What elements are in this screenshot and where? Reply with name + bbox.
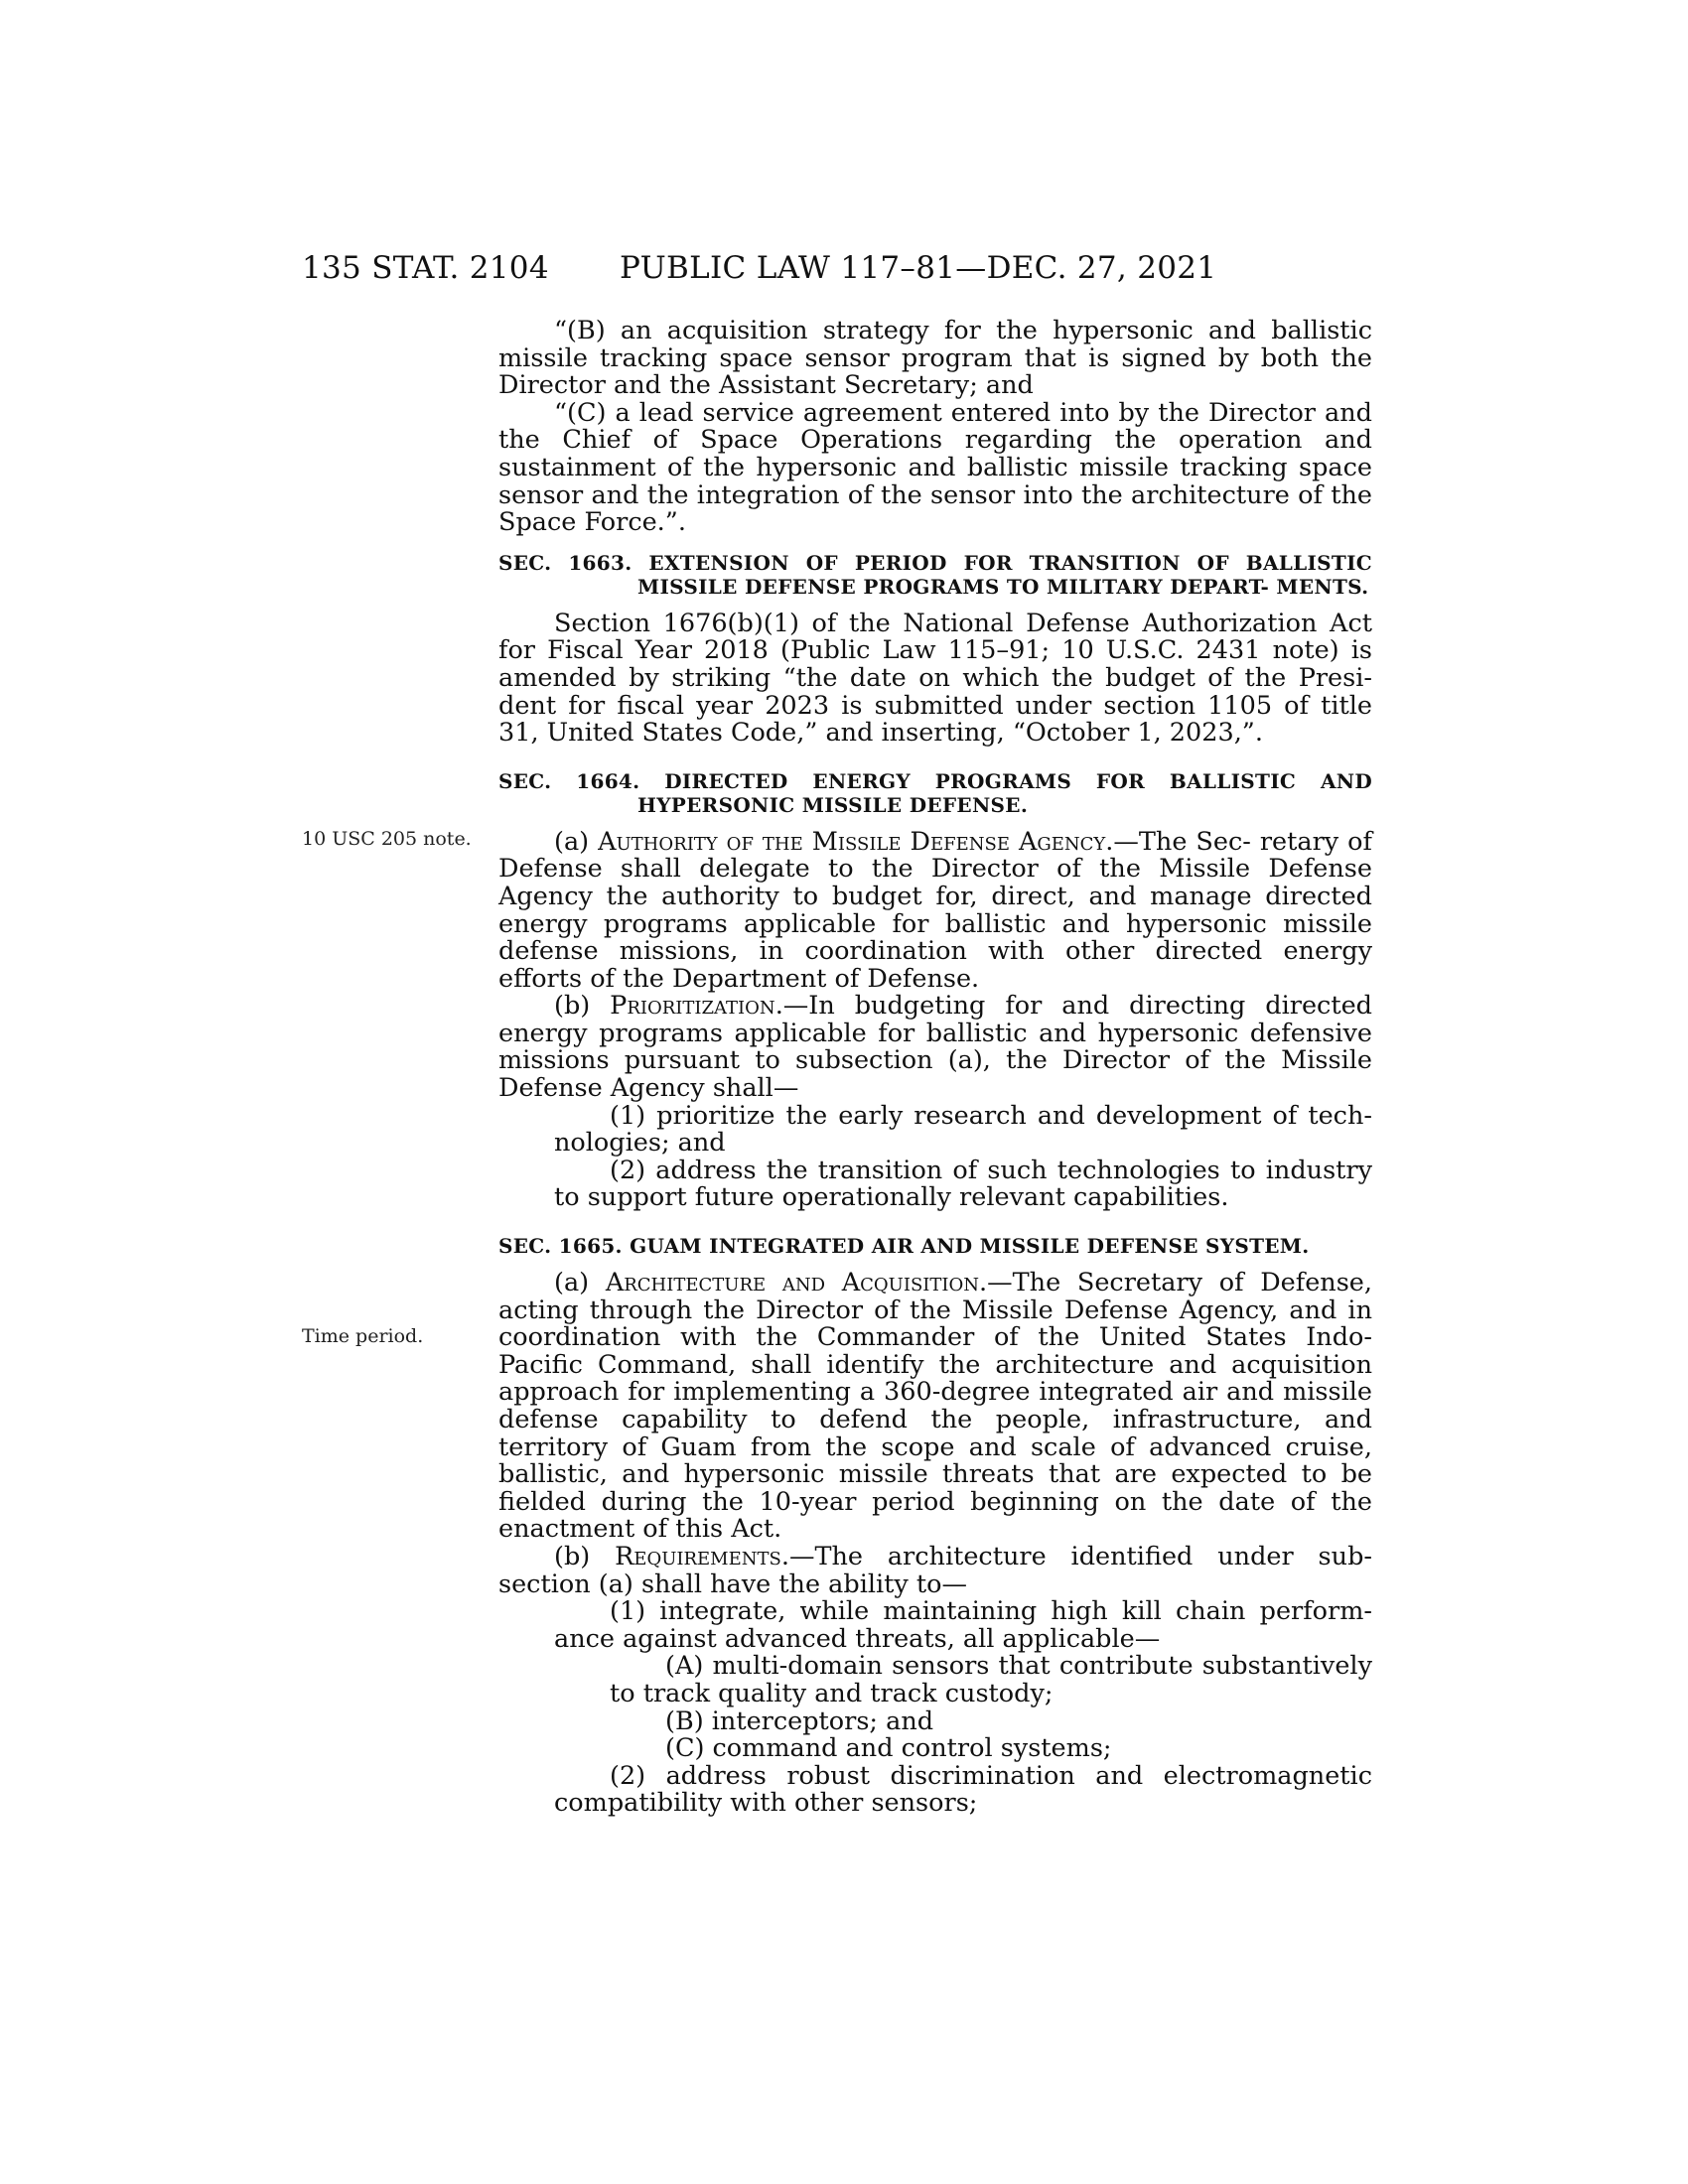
section-1663-heading: SEC. 1663. EXTENSION OF PERIOD FOR TRANSITION OF BALLISTIC MISSILE DEFENSE PROGRAMS TO MILITARY DEPART- MENTS. [498, 550, 1372, 599]
subsection-caption: Prioritization [610, 991, 775, 1022]
subsection-label: (b) [554, 1541, 616, 1571]
subsection-text: .—The architecture identified under sub- section (a) shall have the ability to— [498, 1541, 1373, 1599]
section-1665-subparagraph-1a: (A) multi-domain sensors that contribute substantively to track quality and track custody; [610, 1651, 1372, 1708]
subsection-text: .—In budgeting for and directing directed energy programs applicable for ballistic and hypersonic defensive missions pursuant to subsection (a), the Director of the Missile Defense Agency shall— [498, 991, 1372, 1104]
section-1664-subsection-b [498, 993, 1372, 1102]
public-law-title: PUBLIC LAW 117–81—DEC. 27, 2021 [620, 250, 1217, 286]
section-1664-paragraph-1: (1) prioritize the early research and development of tech- nologies; and [554, 1100, 1372, 1159]
margin-note-sec1665: Time period. [302, 1325, 424, 1347]
section-1665-subparagraph-1c: (C) command and control systems; [665, 1733, 1112, 1764]
section-1665-paragraph-2: (2) address robust discrimination and electromagnetic compatibility with other sensors; [554, 1760, 1372, 1819]
section-1665-subsection-a [498, 1270, 1372, 1544]
subsection-text: .—The Secretary of Defense, acting through the Director of the Missile Defense Agency, and in coordination with the Commander of the United States Indo- Pacific Command, shall identify the architecture and acquisition approach for implementing a 360-degree integrated air and missile defense capability to defend the people, infrastructure, and territory of Guam from the scope and scale of advanced cruise, ballistic, and hypersonic missile threats that are expected to be fielded during the 10-year period beginning on the date of the enactment of this Act. [498, 1268, 1372, 1545]
subsection-label: (a) [554, 826, 599, 857]
section-1663-text: Section 1676(b)(1) of the National Defense Authorization Act for Fiscal Year 2018 (Public Law 115–91; 10 U.S.C. 2431 note) is amended by striking “the date on which the budget of the Presi- dent for fiscal year 2023 is submitted under section 1105 of title 31, United States Code,” and inserting, “October 1, 2023,”. [498, 608, 1372, 749]
section-1665-heading: SEC. 1665. GUAM INTEGRATED AIR AND MISSILE DEFENSE SYSTEM. [498, 1234, 1310, 1259]
page-header [0, 250, 1688, 290]
subparagraph-c-continuation: “(C) a lead service agreement entered into by the Director and the Chief of Space Operations regarding the operation and sustainment of the hypersonic and ballistic missile tracking space sensor and the integration of the sensor into the architecture of the Space Force.”. [498, 397, 1372, 538]
subsection-label: (a) [554, 1268, 606, 1298]
subsection-caption: Authority of the Missile Defense Agency [598, 826, 1106, 857]
section-1664-paragraph-2: (2) address the transition of such technologies to industry to support future operationally relevant capabilities. [554, 1155, 1372, 1213]
section-1665-subsection-b [498, 1541, 1373, 1599]
subsection-caption: Architecture and Acquisition [605, 1268, 980, 1298]
section-1664-heading: SEC. 1664. DIRECTED ENERGY PROGRAMS FOR BALLISTIC AND HYPERSONIC MISSILE DEFENSE. [498, 768, 1372, 817]
subsection-caption: Requirements [615, 1541, 781, 1571]
section-1665-paragraph-1: (1) integrate, while maintaining high kill chain perform- ance against advanced threats, all applicable— [554, 1596, 1372, 1654]
margin-note-sec1664: 10 USC 205 note. [302, 828, 472, 850]
subparagraph-b-continuation: “(B) an acquisition strategy for the hypersonic and ballistic missile tracking space sensor program that is signed by both the Director and the Assistant Secretary; and [498, 316, 1372, 401]
subsection-label: (b) [554, 991, 611, 1022]
statute-page-number: 135 STAT. 2104 [302, 250, 549, 286]
body-text-column [498, 318, 1372, 1818]
subsection-text: .—The Sec- retary of Defense shall delegate to the Director of the Missile Defense Agency the authority to budget for, direct, and manage directed energy programs applicable for ballistic and hypersonic missile defense missions, in coordination with other directed energy efforts of the Department of Defense. [498, 826, 1372, 994]
section-1664-subsection-a [498, 826, 1372, 994]
section-1665-subparagraph-1b: (B) interceptors; and [665, 1706, 934, 1736]
